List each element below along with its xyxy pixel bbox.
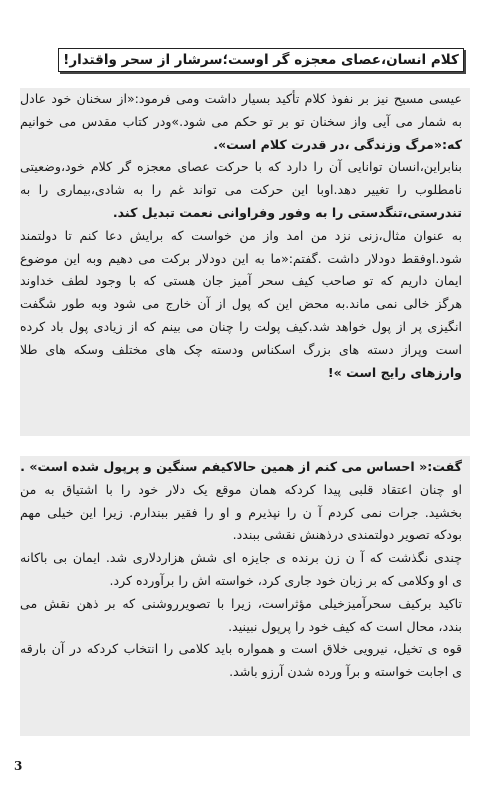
text-line: تندرستی،تنگدستی را به وفور وفراوانی نعمت تبدیل کند. bbox=[112, 204, 462, 220]
text-line: وارزهای رایج است »! bbox=[327, 364, 462, 380]
text-line: ی اجابت خواسته و برآ ورده شدن آرزو باشد. bbox=[229, 664, 462, 680]
text-line: بنابراین،انسان توانایی آن را دارد که با حرکت عصای معجزه گر کلام خود،وضعیتی bbox=[20, 159, 462, 175]
text-line: نامطلوب را تغییر دهد.اوبا این حرکت می تواند غم را به شادی،بیماری را به bbox=[20, 182, 462, 198]
text-line: که:«مرگ وزندگی ،در قدرت کلام است». bbox=[213, 136, 462, 152]
text-line: بندد، محال است که کیف خود را پرپول نبینید. bbox=[228, 618, 462, 634]
chapter-title: کلام انسان،عصای معجزه گر اوست؛سرشار از سحر واقتدار! bbox=[58, 48, 464, 72]
text-line: به عنوان مثال،زنی نزد من امد واز من خواست که برایش دعا کنم تا دولتمند bbox=[20, 227, 462, 243]
text-line: چندی نگذشت که آ ن زن برنده ی جایزه ای شش هزاردلاری شد. ایمان بی باکانه bbox=[20, 550, 462, 566]
text-line: ی او وکلامی که بر زبان خود جاری کرد، خواسته اش را برآورده کرد. bbox=[109, 572, 462, 588]
text-line: ایمان داریم که تو صاحب کیف سحر آمیز جان هستی که با وجود لطف خداوند bbox=[20, 273, 462, 289]
text-line: شود.اوفقط دودلار داشت .گفتم:«ما به این دودلار برکت می دهیم وبه این موضوع bbox=[20, 250, 462, 266]
text-line: به شمار می آیی واز سخنان تو بر تو حکم می شود.»ودر کتاب مقدس می خوانیم bbox=[20, 113, 462, 129]
text-line: انگیزی پر از پول خواهد شد.کیف پولت را چنان می بینم که از زیادی پول باد کرده bbox=[20, 318, 462, 334]
text-line: تاکید برکیف سحرآمیزخیلی مؤثراست، زیرا با تصویرروشنی که بر ذهن نقش می bbox=[20, 595, 462, 611]
text-line: قوه ی تخیل، نیرویی خلاق است و همواره باید کلامی را انتخاب کردکه در آن بارقه bbox=[20, 641, 462, 657]
text-line: هرگز خالی نمی ماند.به محض این که پول از آن خارج می شود وبه طور شگفت bbox=[20, 296, 462, 312]
text-line: بودکه تصویر دولتمندی درذهنش نقشی ببندد. bbox=[232, 527, 462, 543]
page-number: 3 bbox=[14, 759, 23, 773]
text-line: گفت:« احساس می کنم از همین حالاکیفم سنگین و پرپول شده است» . bbox=[20, 459, 462, 474]
text-line: عیسی مسیح نیز بر نفوذ کلام تأکید بسیار داشت ومی فرمود:«از سخنان خود عادل bbox=[20, 91, 462, 106]
text-line: او چنان اعتقاد قلبی پیدا کردکه همان موقع یک دلار خود را با اشتیاق به من bbox=[20, 481, 462, 497]
text-line: بخشید. جرات نمی کردم آ ن را نپذیرم و او را فقیر ببندارم. زیرا این خیلی مهم bbox=[20, 504, 462, 520]
paragraph-block-1 bbox=[20, 88, 470, 436]
paragraph-block-2 bbox=[20, 456, 470, 736]
text-line: است وپراز دسته های بزرگ اسکناس ودسته چک های مختلف وسکه های طلا bbox=[20, 341, 462, 357]
